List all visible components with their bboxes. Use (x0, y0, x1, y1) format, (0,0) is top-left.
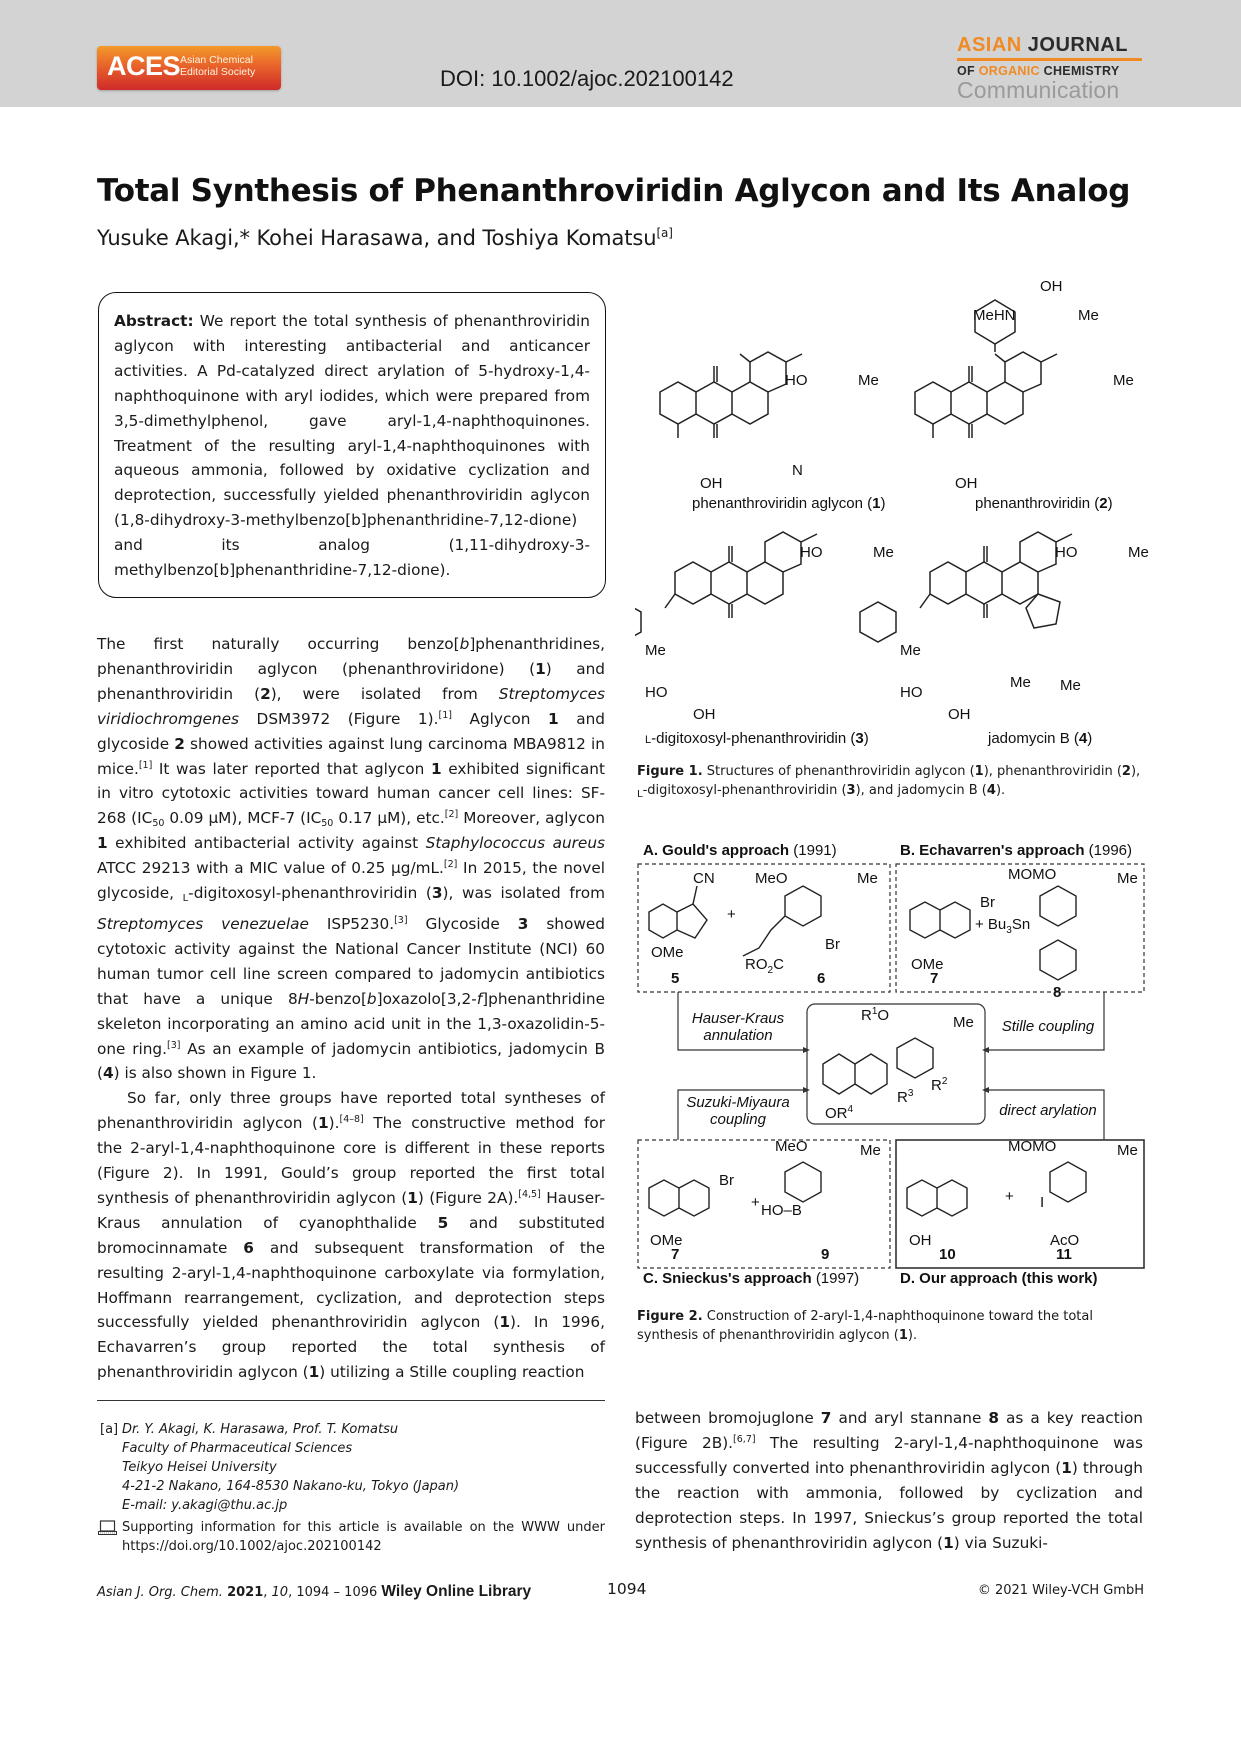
compound-number: 10 (939, 1246, 956, 1263)
journal-logo[interactable] (957, 34, 1147, 102)
affiliation-authors: Dr. Y. Akagi, K. Harasawa, Prof. T. Komatsu (122, 1422, 399, 1437)
affiliation-faculty: Faculty of Pharmaceutical Sciences (122, 1441, 353, 1456)
logo-journal: JOURNAL (1021, 34, 1128, 56)
affiliation-footnote (97, 1420, 605, 1515)
label-ho: HO (900, 684, 923, 701)
label-r2: $R^2$ (931, 1076, 948, 1094)
journal-logo-line2 (957, 64, 1147, 78)
label-meo: MeO (775, 1138, 808, 1155)
label-me: Me (873, 544, 894, 561)
logo-rule (957, 58, 1142, 61)
label-me: Me (953, 1014, 974, 1031)
logo-of: OF (957, 64, 979, 78)
paragraph-1: The first naturally occurring benzo[b]phenanthridines, phenanthroviridin aglycon (phenanthroviridone) (1) and phenanthroviridin (2), were isolated from Streptomyces viridiochromgenes DSM3972 (Figure 1).[1] Aglycon 1 and glycoside 2 showed activities against lung carcinoma MBA9812 in mice.[1] It was later reported that aglycon 1 exhibited significant in vitro cytotoxic activities toward human cancer cell lines: SF-268 ($IC_{50}$ 0.09 μM), MCF-7 ($IC_{50}$ 0.17 μM), etc.[2] Moreover, aglycon 1 exhibited antibacterial activity against Staphylococcus aureus ATCC 29213 with a MIC value of 0.25 μg/mL.[2] In 2015, the novel glycoside, L-digitoxosyl-phenanthroviridin (3), was isolated from Streptomyces venezuelae ISP5230.[3] Glycoside 3 showed cytotoxic activity against the National Cancer Institute (NCI) 60 human tumor cell line screen compared to jadomycin antibiotics that have a unique 8H-benzo[b]oxazolo[3,2-f]phenanthridine skeleton incorporating an amino acid unit in the 1,3-oxazolidin-5-one ring.[3] As an example of jadomycin antibiotics, jadomycin B (4) is also shown in Figure 1. (97, 635, 606, 1083)
authors-text: Yusuke Akagi,* Kohei Harasawa, and Toshiya Komatsu (97, 226, 657, 250)
compound-number: 6 (817, 970, 826, 987)
label-br: Br (719, 1172, 734, 1189)
label-me: Me (860, 1142, 881, 1159)
figure-2 (635, 838, 1147, 1287)
label-ho: HO (800, 544, 823, 561)
label-me: Me (1078, 307, 1099, 324)
compound-2-name: phenanthroviridin (2) (975, 495, 1113, 512)
compound-number: 9 (821, 1246, 830, 1263)
compound-4-name: jadomycin B (4) (988, 730, 1093, 747)
label-br: Br (980, 894, 995, 911)
citation-link[interactable]: [2] (443, 859, 458, 871)
figure-1-caption: Figure 1. Structures of phenanthroviridin aglycon (1), phenanthroviridin (2), $_L$-digitoxosyl-phenanthroviridin (3), and jadomycin B (4). (637, 764, 1141, 800)
footer-journal: Asian J. Org. Chem. (97, 1585, 223, 1600)
affiliation-mark[interactable]: [a] (656, 226, 673, 240)
label-ho: HO (785, 372, 808, 389)
compound-number: 5 (671, 970, 680, 987)
supporting-info-note (97, 1518, 605, 1556)
organism-name: Streptomyces viridiochromgenes (97, 684, 605, 728)
label-oh: OH (693, 706, 716, 723)
label-me: Me (1128, 544, 1149, 561)
label-ho: HO (1055, 544, 1078, 561)
abstract-text: We report the total synthesis of phenanthroviridin aglycon with interesting antibacterial and anticancer activities. A Pd-catalyzed direct arylation of 5-hydroxy-1,4-naphthoquinone with aryl iodides, which were prepared from 3,5-dimethylphenol, gave aryl-1,4-naphthoquinones. Treatment of the resulting aryl-1,4-naphthoquinones with aqueous ammonia, followed by oxidative cyclization and deprotection, successfully yielded phenanthroviridin aglycon (1,8-dihydroxy-3-methylbenzo[b]phenanthridine-7,12-dione) and its analog (1,11-dihydroxy-3-methylbenzo[b]phenanthridine-7,12-dione). (114, 312, 590, 580)
label-me: Me (1117, 870, 1138, 887)
footer-pages: 1094 – 1096 (296, 1585, 378, 1600)
label-me: Me (900, 642, 921, 659)
label-ome: OMe (911, 956, 944, 973)
wiley-online-library-link[interactable]: Wiley Online Library (381, 1583, 532, 1600)
abstract-box (98, 292, 606, 598)
compound-ref: 2 (260, 684, 271, 703)
label-me: Me (1010, 674, 1031, 691)
aces-acronym: ACES (107, 51, 181, 81)
aces-line2: Editorial Society (180, 66, 256, 78)
label-me: Me (858, 372, 879, 389)
compound-ref: 1 (535, 659, 546, 678)
figure-2-scheme (635, 838, 1147, 1283)
abstract-label: Abstract: (114, 312, 194, 330)
paragraph-3: between bromojuglone 7 and aryl stannane 8 as a key reaction (Figure 2B).[6,7] The resulting 2-aryl-1,4-naphthoquinone was successfully converted into phenanthroviridin aglycon (1) through the reaction with ammonia, followed by cyclization and deprotection steps. In 1997, Snieckus’s group reported the total synthesis of phenanthroviridin aglycon (1) via Suzuki- (635, 1409, 1143, 1552)
figure-2-caption: Figure 2. Construction of 2-aryl-1,4-naphthoquinone toward the total synthesis of phenanthroviridin aglycon (1). (637, 1309, 1093, 1343)
label-oh: OH (948, 706, 971, 723)
compound-number: 11 (1056, 1246, 1072, 1263)
label-me: Me (1060, 677, 1081, 694)
citation-link[interactable]: [6,7] (733, 1433, 756, 1445)
label-me: Me (1117, 1142, 1138, 1159)
label-oh: OH (1040, 278, 1063, 295)
label-br: Br (825, 936, 840, 953)
citation-link[interactable]: [4,5] (518, 1188, 541, 1200)
body-column-right (635, 1406, 1143, 1555)
aces-logo[interactable] (97, 46, 281, 90)
reaction-hauser-kraus: Hauser-Kraus annulation (691, 1010, 785, 1044)
citation-link[interactable]: [1] (438, 709, 452, 721)
footer-citation: Asian J. Org. Chem. 2021, 10, 1094 – 1096 Wiley Online Library (97, 1583, 532, 1600)
organism-name: Staphylococcus aureus (425, 834, 606, 853)
compound-number: 8 (1053, 984, 1062, 1001)
citation-link[interactable]: [1] (138, 759, 153, 771)
affiliation-university: Teikyo Heisei University (122, 1460, 277, 1475)
label-momo: MOMO (1008, 1138, 1057, 1155)
panel-a-title: A. Gould's approach (1991) (643, 842, 837, 859)
author-list (97, 226, 673, 250)
panel-d-title: D. Our approach (this work) (900, 1270, 1098, 1287)
panel-b-title: B. Echavarren's approach (1996) (900, 842, 1133, 859)
label-aco: AcO (1050, 1232, 1080, 1249)
label-meo: MeO (755, 870, 788, 887)
organism-name: Streptomyces venezuelae (97, 914, 309, 933)
figure-1 (635, 278, 1149, 760)
label-me: Me (645, 642, 666, 659)
label-r1o: $R^1O$ (861, 1006, 890, 1024)
label-mehn: MeHN (973, 307, 1016, 324)
compound-3-name: L-digitoxosyl-phenanthroviridin (3) (645, 730, 869, 747)
citation-link[interactable]: [4–8] (339, 1114, 364, 1126)
label-ro2c: $RO_2C$ (745, 956, 784, 976)
logo-chemistry: CHEMISTRY (1039, 64, 1120, 78)
label-ho-b: HO–B (761, 1202, 802, 1219)
label-oh: OH (955, 475, 978, 492)
aces-name (180, 54, 255, 78)
footer-year: 2021 (227, 1585, 264, 1600)
label-n: N (792, 462, 803, 479)
journal-logo-line1 (957, 34, 1147, 56)
compound-number: 7 (930, 970, 939, 987)
aces-line1: Asian Chemical (180, 54, 253, 66)
logo-organic: ORGANIC (978, 64, 1040, 78)
compound-1-name: phenanthroviridin aglycon (1) (692, 495, 886, 512)
reaction-stille: Stille coupling (1001, 1018, 1095, 1035)
label-ome: OMe (650, 1232, 683, 1249)
label-iodine: I (1040, 1194, 1045, 1211)
panel-c-title: C. Snieckus's approach (1997) (643, 1270, 860, 1287)
doi-link[interactable]: DOI: 10.1002/ajoc.202100142 (440, 66, 734, 91)
footnote-divider (97, 1400, 605, 1401)
affiliation-address: 4-21-2 Nakano, 164-8530 Nakano-ku, Tokyo (Japan) (122, 1479, 460, 1494)
label-ome: OMe (651, 944, 684, 961)
plus-sign: + (751, 1194, 760, 1211)
label-r3: $R^3$ (897, 1088, 914, 1106)
label-ho: HO (645, 684, 668, 701)
article-type: Communication (957, 77, 1120, 103)
compound-number: 7 (671, 1246, 680, 1263)
citation-link[interactable]: [3] (394, 914, 408, 926)
journal-header-band (0, 0, 1241, 107)
page-number: 1094 (607, 1580, 647, 1598)
plus-sign: + (727, 906, 736, 923)
footer-volume: 10 (271, 1585, 289, 1600)
citation-link[interactable]: [2] (444, 809, 459, 821)
supporting-info-link[interactable]: Supporting information for this article is available on the WWW under https://doi.org/10.1002/ajoc.202100142 (122, 1520, 605, 1554)
footer-copyright: © 2021 Wiley-VCH GmbH (977, 1583, 1144, 1598)
affiliation-email[interactable]: E-mail: y.akagi@thu.ac.jp (122, 1498, 288, 1513)
plus-sign: + (1005, 1188, 1014, 1205)
citation-link[interactable]: [3] (167, 1039, 181, 1051)
label-cn: CN (693, 870, 715, 887)
label-me: Me (1113, 372, 1134, 389)
laptop-icon (98, 1520, 117, 1536)
affiliation-tag: [a] (100, 1422, 119, 1437)
reaction-direct-arylation: direct arylation (999, 1102, 1097, 1119)
label-oh: OH (700, 475, 723, 492)
label-me: Me (857, 870, 878, 887)
logo-asian: ASIAN (957, 34, 1022, 56)
paragraph-2: So far, only three groups have reported total syntheses of phenanthroviridin aglycon (1).[4–8] The constructive method for the 2-aryl-1,4-naphthoquinone core is different in these reports (Figure 2). In 1991, Gould’s group reported the first total synthesis of phenanthroviridin aglycon (1) (Figure 2A).[4,5] Hauser-Kraus annulation of cyanophthalide 5 and substituted bromocinnamate 6 and subsequent transformation of the resulting 2-aryl-1,4-naphthoquinone carboxylate via formylation, Hoffmann rearrangement, cyclization, and deprotection steps successfully yielded phenanthroviridin aglycon (1). In 1996, Echavarren’s group reported the total synthesis of phenanthroviridin aglycon (1) utilizing a Stille coupling reaction (97, 1089, 606, 1382)
article-title: Total Synthesis of Phenanthroviridin Aglycon and Its Analog (97, 173, 1131, 209)
label-oh: OH (909, 1232, 932, 1249)
reaction-suzuki: Suzuki-Miyaura coupling (686, 1094, 790, 1128)
label-bu3sn: + $Bu_3Sn$ (975, 916, 1031, 936)
label-momo: MOMO (1008, 866, 1057, 883)
label-or4: $OR^4$ (825, 1104, 854, 1122)
body-column-left (97, 632, 605, 1385)
